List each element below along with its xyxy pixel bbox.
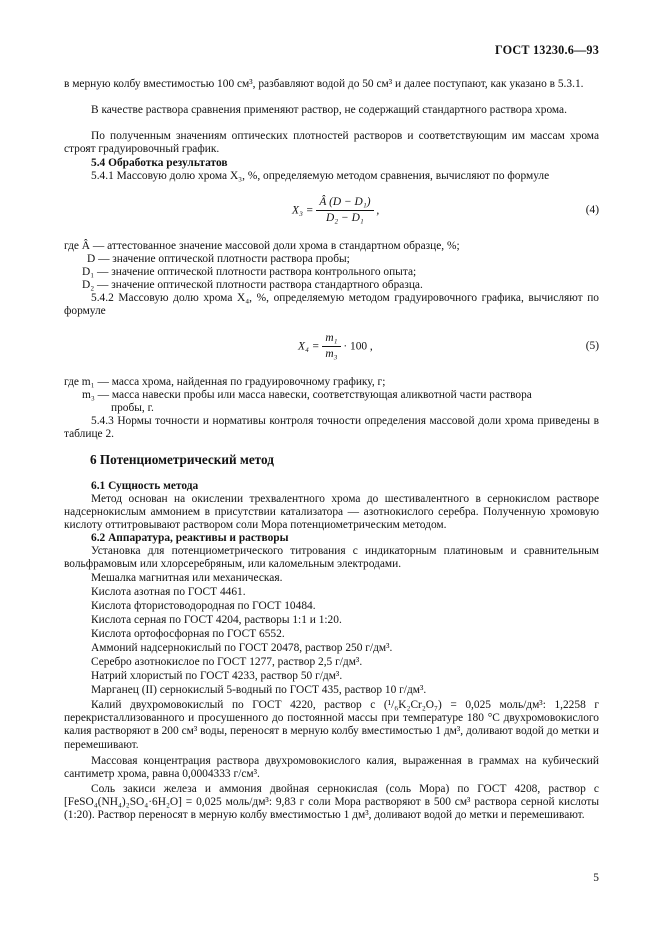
page-number: 5 [593, 872, 599, 884]
clause-5-4-3: 5.4.3 Нормы точности и нормативы контроля точности определения массовой доли хрома приведены в таблице 2. [64, 415, 599, 441]
where-4-line-2: D — значение оптической плотности раствора пробы; [87, 253, 350, 265]
section-5-4-title: 5.4 Обработка результатов [91, 157, 228, 169]
reagent-item: Натрий хлористый по ГОСТ 4233, раствор 50 г/дм³. [91, 670, 343, 682]
mass-concentration-paragraph: Массовая концентрация раствора двухромовокислого калия, выраженная в граммах на кубический сантиметр хрома, равна 0,0004333 г/см³. [64, 755, 599, 781]
section-6-2-title: 6.2 Аппаратура, реактивы и растворы [91, 532, 289, 544]
formula-5-fraction [322, 332, 340, 361]
section-6-1-text: Метод основан на окислении трехвалентного хрома до шестивалентного в сернокислом растворе надсернокислым аммонием в присутствии катализатора — азотнокислого серебра. Полученную хромовую кислоту оттитровывают раствором соли Мора потенциометрическим методом. [64, 493, 599, 532]
calibration-graph-paragraph: По полученным значениям оптических плотностей растворов и соответствующим им массам хрома строят градуировочный график. [64, 130, 599, 156]
where-4-line-1: где Â — аттестованное значение массовой доли хрома в стандартном образце, %; [64, 240, 460, 252]
section-6-heading: 6 Потенциометрический метод [90, 452, 274, 467]
reagent-item: Кислота фтористоводородная по ГОСТ 10484. [91, 600, 316, 612]
formula-4-fraction [316, 196, 373, 225]
reagent-item: Кислота серная по ГОСТ 4204, растворы 1:1 и 1:20. [91, 614, 342, 626]
reagent-item: Кислота азотная по ГОСТ 4461. [91, 586, 246, 598]
formula-5-numerator: m₁ [322, 332, 340, 347]
clause-5-4-2: 5.4.2 Массовую долю хрома X₄, %, определяемую методом градуировочного графика, вычисляют по формуле [64, 292, 599, 318]
reagent-item: Мешалка магнитная или механическая. [91, 572, 283, 584]
where-4-line-4: D₂ — значение оптической плотности раствора стандартного образца. [82, 279, 423, 291]
reagent-item: Аммоний надсернокислый по ГОСТ 20478, раствор 250 г/дм³. [91, 642, 393, 654]
where-5-line-2: m₃ — масса навески пробы или масса навески, соответствующая аликвотной части раствора [82, 389, 532, 401]
comparison-solution-paragraph: В качестве раствора сравнения применяют раствор, не содержащий стандартного раствора хрома. [91, 104, 567, 116]
reagent-item: Кислота ортофосфорная по ГОСТ 6552. [91, 628, 285, 640]
reagent-item: Марганец (II) сернокислый 5-водный по ГОСТ 435, раствор 10 г/дм³. [91, 684, 427, 696]
section-6-1-title: 6.1 Сущность метода [91, 480, 199, 492]
formula-5-number: (5) [585, 340, 599, 352]
formula-4-numerator: Â (D − D₁) [316, 196, 373, 211]
formula-4-denominator: D₂ − D₁ [326, 212, 364, 225]
formula-5-tail: · 100 , [343, 340, 373, 353]
where-5-line-3: пробы, г. [111, 402, 154, 414]
formula-5-lhs: X₄ = [298, 340, 320, 353]
formula-4-tail: , [376, 204, 380, 217]
reagent-item: Серебро азотнокислое по ГОСТ 1277, раствор 2,5 г/дм³. [91, 656, 363, 668]
intro-paragraph: в мерную колбу вместимостью 100 см³, разбавляют водой до 50 см³ и далее поступают, как указано в 5.3.1. [64, 78, 584, 90]
formula-4-number: (4) [585, 204, 599, 216]
where-4-line-3: D₁ — значение оптической плотности раствора контрольного опыта; [82, 266, 417, 278]
potassium-dichromate-paragraph: Калий двухромовокислый по ГОСТ 4220, раствор c (¹/₆K₂Cr₂O₇) = 0,025 моль/дм³: 1,2258 г перекристаллизованного и просушенного до постоянной массы при температуре 180 °С двухромовокислого калия растворяют в 200 см³ воды, переносят в мерную колбу вместимостью 1 дм³, доливают водой до метки и перемешивают. [64, 699, 599, 751]
standard-code-header: ГОСТ 13230.6—93 [494, 43, 599, 57]
where-5-line-1: где m₁ — масса хрома, найденная по градуировочному графику, г; [64, 376, 386, 388]
formula-4 [292, 196, 379, 225]
formula-5-denominator: m₃ [325, 348, 338, 361]
mohr-salt-paragraph: Соль закиси железа и аммония двойная сернокислая (соль Мора) по ГОСТ 4208, раствор c [FeSO₄(NH₄)₂SO₄·6H₂O] = 0,025 моль/дм³: 9,83 г соли Мора растворяют в 500 см³ раствора серной кислоты (1:20). Раствор переносят в мерную колбу вместимостью 1 дм³, доливают водой до метки и перемешивают. [64, 783, 599, 822]
installation-paragraph: Установка для потенциометрического титрования с индикаторным платиновым и сравнительным вольфрамовым или хлорсеребряным, или каломельным электродами. [64, 545, 599, 571]
formula-5 [298, 332, 373, 361]
clause-5-4-1: 5.4.1 Массовую долю хрома X₃, %, определяемую методом сравнения, вычисляют по формуле [91, 170, 550, 182]
formula-4-lhs: X₃ = [292, 204, 314, 217]
